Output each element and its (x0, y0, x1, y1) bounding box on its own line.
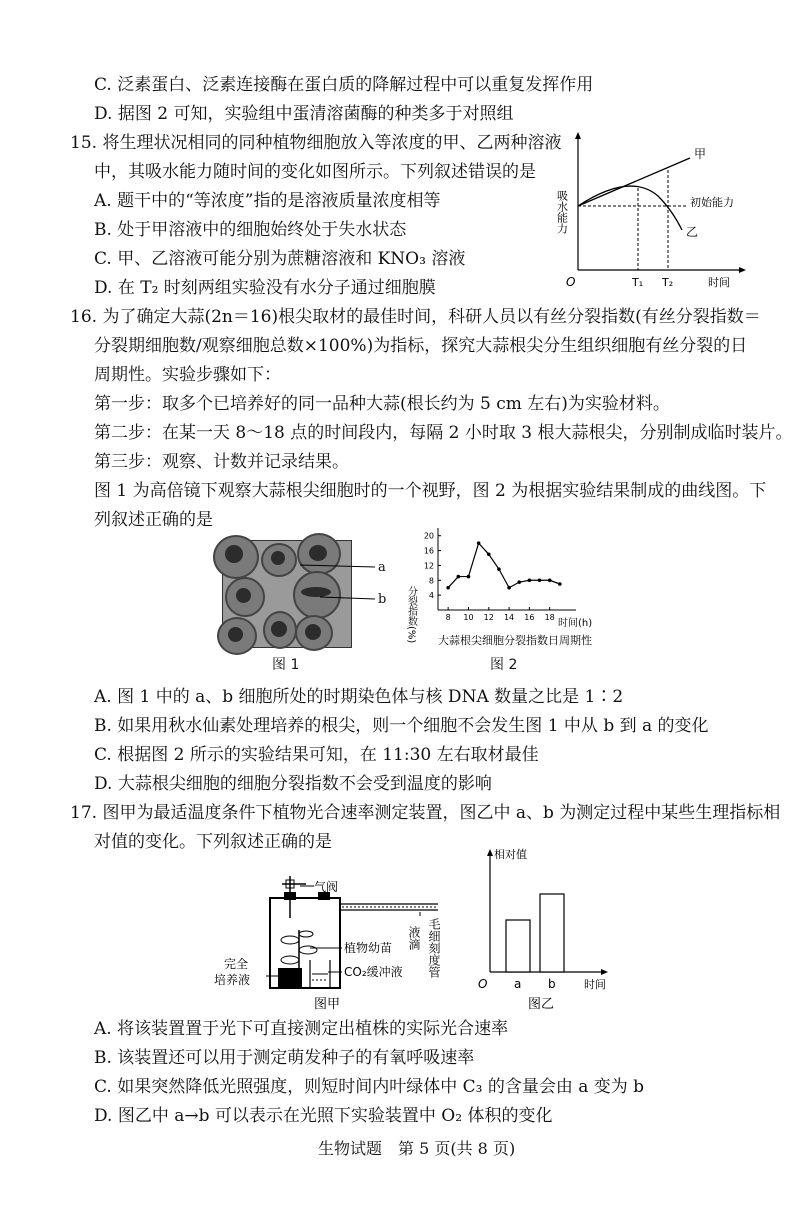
fig2-ytick-label: 16 (423, 546, 434, 556)
fig-yi-bar-chart (476, 844, 616, 1014)
q17-option-a: A. 将该装置置于光下可直接测定出植株的实际光合速率 (94, 1019, 509, 1039)
fig2-data-point (457, 575, 461, 579)
q16-desc-2: 列叙述正确的是 (94, 510, 213, 530)
fig2-data-point (487, 552, 491, 556)
q15-xlabel: 时间 (708, 276, 730, 289)
fig2-xtick-label: 8 (445, 613, 451, 622)
q15-option-b: B. 处于甲溶液中的细胞始终处于失水状态 (94, 220, 407, 240)
q14-option-d: D. 据图 2 可知，实验组中蛋清溶菌酶的种类多于对照组 (94, 104, 514, 124)
q15-t1: T₁ (632, 276, 644, 289)
fig2-data-point (477, 541, 481, 545)
q17-option-d: D. 图乙中 a→b 可以表示在光照下实验装置中 O₂ 体积的变化 (94, 1106, 553, 1126)
q16-option-c: C. 根据图 2 所示的实验结果可知，在 11:30 左右取材最佳 (94, 745, 539, 765)
fig-yi-ylabel: 相对值 (494, 848, 527, 861)
q17-stem-1: 17. 图甲为最适温度条件下植物光合速率测定装置，图乙中 a、b 为测定过程中某些生理指标相 (70, 803, 781, 823)
fig2-xtick-label: 12 (483, 613, 494, 622)
q16-option-b: B. 如果用秋水仙素处理培养的根尖，则一个细胞不会发生图 1 中从 b 到 a 的变化 (94, 716, 709, 736)
fig2-data-point (446, 586, 450, 590)
fig2-ytick-label: 8 (428, 576, 434, 586)
fig2-line-chart (405, 524, 598, 650)
q15-option-d: D. 在 T₂ 时刻两组实验没有水分子通过细胞膜 (94, 278, 436, 298)
fig2-ylabel: 分裂指数(%) (405, 586, 417, 644)
fig-jia-apparatus (206, 868, 466, 1013)
q16-desc-1: 图 1 为高倍镜下观察大蒜根尖细胞时的一个视野，图 2 为根据实验结果制成的曲线图。下 (94, 481, 767, 501)
fig2-xtick-label: 10 (463, 613, 474, 622)
label-seedling: 植物幼苗 (344, 941, 393, 955)
q15-stem-2: 中，其吸水能力随时间的变化如图所示。下列叙述错误的是 (94, 162, 536, 182)
q16-step-1: 第一步：取多个已培养好的同一品种大蒜(根长约为 5 cm 左右)为实验材料。 (94, 394, 670, 414)
q15-option-c: C. 甲、乙溶液可能分别为蔗糖溶液和 KNO₃ 溶液 (94, 249, 466, 269)
fig1-caption: 图 1 (272, 657, 300, 673)
fig2-ytick-label: 12 (423, 561, 434, 571)
label-buffer: CO₂缓冲液 (344, 965, 403, 979)
fig1-label-b: b (378, 592, 387, 607)
fig2-xlabel: 时间(h) (558, 618, 593, 629)
fig1-pointer-lines (300, 555, 390, 605)
bar-b (540, 894, 564, 972)
fig2-data-point (548, 578, 552, 582)
q15-origin: O (566, 275, 576, 289)
q16-step-2: 第二步：在某一天 8～18 点的时间段内，每隔 2 小时取 3 根大蒜根尖，分别制成临时装片。 (94, 423, 793, 443)
page-footer: 生物试题 第 5 页(共 8 页) (318, 1139, 516, 1158)
fig2-data-point (467, 575, 471, 579)
fig2-data-point (517, 580, 521, 584)
bar-a (506, 920, 530, 972)
label-tube: 毛细刻度管 (427, 918, 441, 978)
q16-stem-2: 分裂期细胞数/观察细胞总数×100%)为指标，探究大蒜根尖分生组织细胞有丝分裂的日 (94, 336, 748, 356)
fig-yi-cat-b: b (548, 977, 556, 991)
curve-yi (578, 186, 682, 230)
q15-label-yi: 乙 (686, 225, 699, 239)
q16-stem-3: 周期性。实验步骤如下： (94, 365, 281, 385)
fig-yi-caption: 图乙 (528, 997, 555, 1012)
label-valve: 气阀 (314, 880, 339, 894)
q17-option-c: C. 如果突然降低光照强度，则短时间内叶绿体中 C₃ 的含量会由 a 变为 b (94, 1077, 645, 1097)
fig2-data-point (538, 578, 542, 582)
q17-stem-2: 对值的变化。下列叙述正确的是 (94, 832, 332, 852)
fig1-label-a: a (378, 560, 386, 575)
q15-stem-1: 15. 将生理状况相同的同种植物细胞放入等浓度的甲、乙两种溶液 (70, 133, 562, 153)
q16-option-a: A. 图 1 中的 a、b 细胞所处的时期染色体与核 DNA 数量之比是 1∶2 (94, 687, 624, 707)
fig2-data-point (528, 578, 532, 582)
fig2-ytick-label: 20 (423, 531, 434, 541)
fig2-data-point (507, 586, 511, 590)
fig2-xtick-label: 14 (503, 613, 515, 622)
fig2-title: 大蒜根尖细胞分裂指数日周期性 (438, 634, 592, 647)
q15-label-jia: 甲 (694, 147, 707, 161)
fig2-data-point (497, 567, 501, 571)
curve-jia (578, 158, 690, 206)
fig-yi-cat-a: a (514, 977, 522, 991)
label-culture-2: 培养液 (214, 973, 251, 987)
fig2-xtick-label: 16 (524, 613, 535, 622)
q14-option-c: C. 泛素蛋白、泛素连接酶在蛋白质的降解过程中可以重复发挥作用 (94, 75, 594, 95)
q16-step-3: 第三步：观察、计数并记录结果。 (94, 452, 349, 472)
fig2-series-line (448, 543, 560, 588)
q15-ylabel: 吸水能力 (555, 190, 569, 234)
q15-t2: T₂ (662, 276, 674, 289)
fig2-data-point (558, 582, 562, 586)
q16-option-d: D. 大蒜根尖细胞的细胞分裂指数不会受到温度的影响 (94, 774, 492, 794)
fig2-ytick-label: 4 (428, 591, 434, 601)
q17-option-b: B. 该装置还可以用于测定萌发种子的有氧呼吸速率 (94, 1048, 475, 1068)
fig-yi-origin: O (478, 977, 488, 991)
label-culture-1: 完全 (224, 957, 249, 971)
label-drop: 液滴 (407, 926, 421, 950)
fig2-caption: 图 2 (490, 657, 518, 673)
q15-option-a: A. 题干中的“等浓度”指的是溶液质量浓度相等 (94, 191, 441, 211)
q16-stem-1: 16. 为了确定大蒜(2n＝16)根尖取材的最佳时间，科研人员以有丝分裂指数(有丝分裂指数＝ (70, 307, 761, 327)
fig2-xtick-label: 18 (544, 613, 555, 622)
fig-yi-xlabel: 时间 (584, 978, 606, 991)
fig-jia-caption: 图甲 (314, 997, 341, 1012)
q15-graph (555, 130, 760, 290)
q15-label-baseline: 初始能力 (690, 196, 734, 209)
